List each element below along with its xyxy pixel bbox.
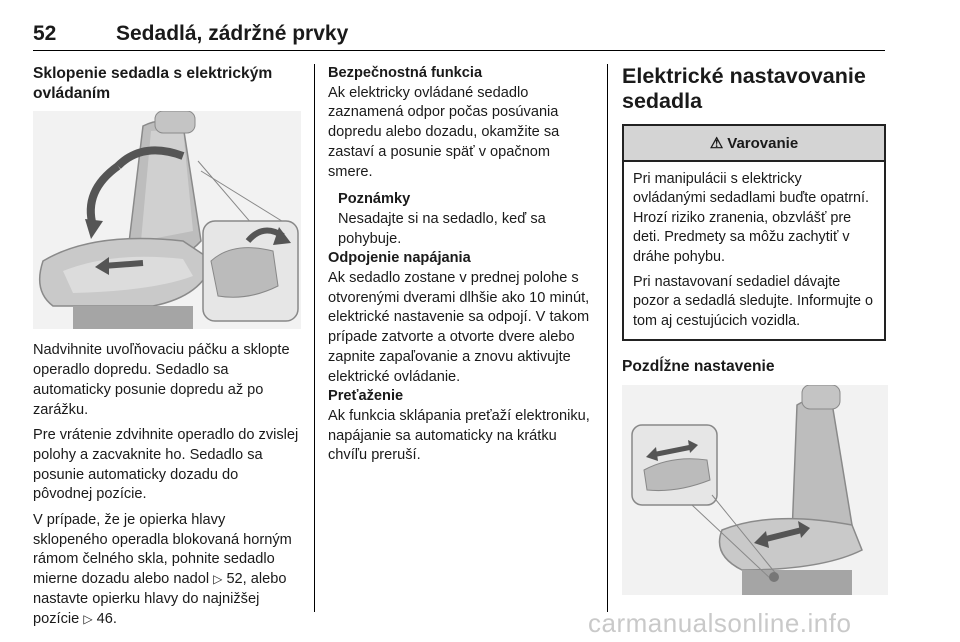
paragraph: Nadvihnite uvoľňovaciu páčku a sklopte operadlo dopredu. Sedadlo sa automaticky posunie dopredu až po zarážku. [33, 342, 290, 418]
note-heading: Poznámky [338, 191, 411, 208]
paragraph: Ak elektricky ovládané sedadlo zaznamená odpor počas posúvania dopredu alebo dozadu, okamžite sa zastaví a posunie späť v opačnom smere. [328, 84, 560, 180]
warning-label: Varovanie [727, 134, 799, 152]
subheading-power: Odpojenie napájania [328, 250, 471, 267]
page-header [33, 22, 885, 51]
warning-body [624, 162, 884, 339]
warning-box [622, 124, 886, 341]
seat-folding-illustration [33, 111, 301, 329]
seat-adjust-illustration [622, 385, 888, 595]
note-box [338, 190, 596, 249]
warning-icon: ⚠ [709, 135, 724, 152]
page-number: 52 [33, 22, 57, 45]
column-3 [622, 64, 888, 595]
note-text: Nesadajte si na sedadlo, keď sa pohybuje. [338, 210, 546, 247]
section-title: Elektrické nastavovanie sedadla [622, 64, 866, 113]
paragraph: Ak funkcia sklápania preťaží elektroniku, napájanie sa automaticky na krátku chvíľu preruší. [328, 407, 590, 464]
warning-text: Pri nastavovaní sedadiel dávajte pozor a sedadlá sledujte. Informujte o tom aj cestujúcich vozidla. [633, 274, 873, 329]
subheading-safety: Bezpečnostná funkcia [328, 65, 483, 81]
ref-arrow-icon[interactable]: ▷ [213, 572, 223, 587]
paragraph: Pre vrátenie zdvihnite operadlo do zvislej polohy a zacvaknite ho. Sedadlo sa posunie automaticky dozadu do pôvodnej pozície. [33, 427, 299, 503]
watermark: carmanualsonline.info [588, 608, 852, 638]
paragraph: Ak sedadlo zostane v prednej polohe s otvorenými dverami dlhšie ako 10 minút, elektrické nastavenie sa odpojí. V takom prípade zatvorte a otvorte dvere alebo zapnite zapaľovanie a znovu aktivujte elektrické ovládanie. [328, 270, 590, 385]
page-reference[interactable]: 52 [226, 571, 243, 588]
warning-header [624, 126, 884, 162]
column-divider [314, 64, 315, 612]
page-reference[interactable]: 46 [96, 610, 113, 627]
section-heading-folding: Sklopenie sedadla s elektrickým ovládaním [33, 65, 273, 102]
subheading-longitudinal: Pozdĺžne nastavenie [622, 358, 775, 376]
subheading-overload: Preťaženie [328, 388, 404, 405]
column-2 [328, 64, 596, 466]
page-title: Sedadlá, zádržné prvky [116, 22, 349, 45]
ref-arrow-icon[interactable]: ▷ [83, 611, 93, 626]
column-divider [607, 64, 608, 612]
column-1 [33, 64, 301, 629]
warning-text: Pri manipulácii s elektricky ovládanými sedadlami buďte opatrní. Hrozí riziko zranenia, obzvlášť pre deti. Predmety sa môžu zachytiť v dráhe pohybu. [633, 171, 870, 265]
paragraph: V prípade, že je opierka hlavy sklopeného operadla blokovaná horným rámom čelného skla, pohnite sedadlo mierne dozadu alebo nadol ▷ 52, alebo nastavte opierku hlavy do najnižšej pozície ▷ 46. [33, 512, 292, 627]
